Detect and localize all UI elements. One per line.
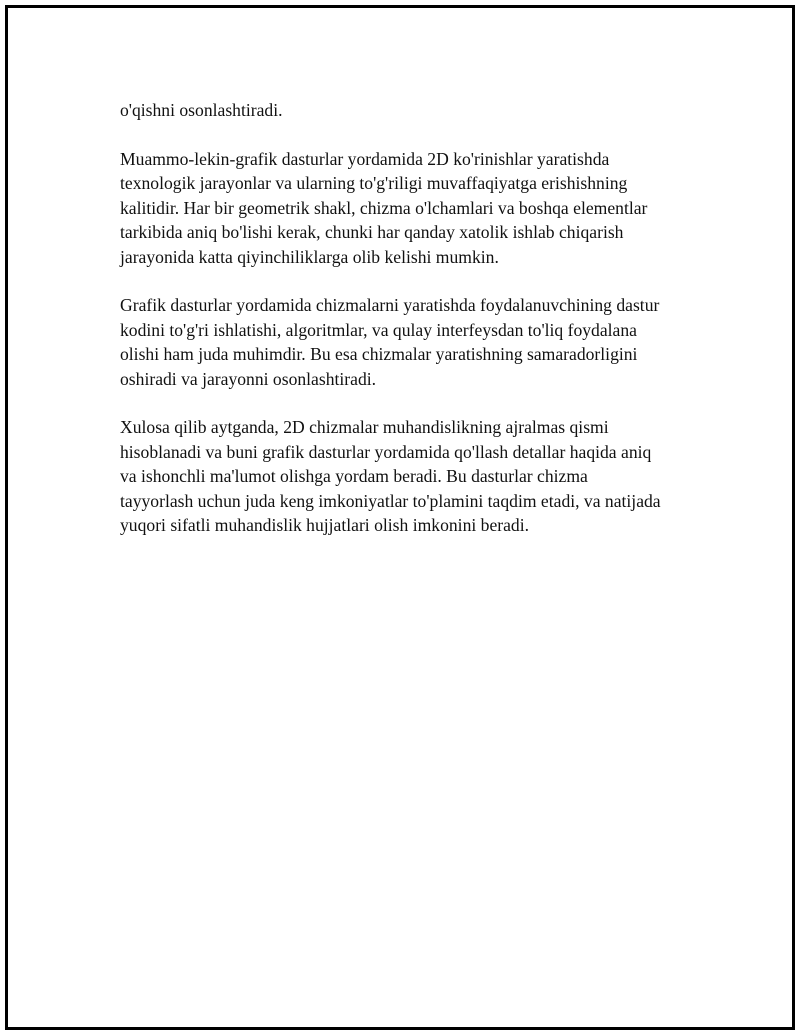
text-line: Xulosa qilib aytganda, 2D chizmalar muhandislikning ajralmas qismi	[120, 417, 609, 437]
text-line: Grafik dasturlar yordamida chizmalarni yaratishda foydalanuvchining dastur	[120, 295, 660, 315]
text-line: olishi ham juda muhimdir. Bu esa chizmalar yaratishning samaradorligini	[120, 344, 638, 364]
document-page	[5, 5, 795, 1030]
text-line: va ishonchli ma'lumot olishga yordam beradi. Bu dasturlar chizma	[120, 466, 588, 486]
text-line: o'qishni osonlashtiradi.	[120, 100, 283, 120]
text-line: tarkibida aniq bo'lishi kerak, chunki har qanday xatolik ishlab chiqarish	[120, 222, 624, 242]
paragraph-problem	[120, 147, 720, 270]
document-body	[120, 98, 720, 562]
text-line: jarayonida katta qiyinchiliklarga olib kelishi mumkin.	[120, 246, 499, 267]
text-line: kodini to'g'ri ishlatishi, algoritmlar, va qulay interfeysdan to'liq foydalana	[120, 319, 637, 340]
text-line: yuqori sifatli muhandislik hujjatlari olish imkonini beradi.	[120, 515, 530, 535]
text-line: tayyorlash uchun juda keng imkoniyatlar to'plamini taqdim etadi, va natijada	[120, 490, 661, 511]
text-line: Muammo-lekin-grafik dasturlar yordamida 2D ko'rinishlar yaratishda	[120, 148, 610, 169]
text-line: hisoblanadi va buni grafik dasturlar yordamida qo'llash detallar haqida aniq	[120, 441, 652, 462]
text-line: oshiradi va jarayonni osonlashtiradi.	[120, 368, 377, 389]
paragraph-usage	[120, 293, 720, 391]
text-line: texnologik jarayonlar va ularning to'g'riligi muvaffaqiyatga erishishning	[120, 173, 628, 193]
paragraph-continuation	[120, 98, 720, 123]
text-line: kalitidir. Har bir geometrik shakl, chizma o'lchamlari va boshqa elementlar	[120, 197, 648, 218]
paragraph-conclusion	[120, 415, 720, 538]
